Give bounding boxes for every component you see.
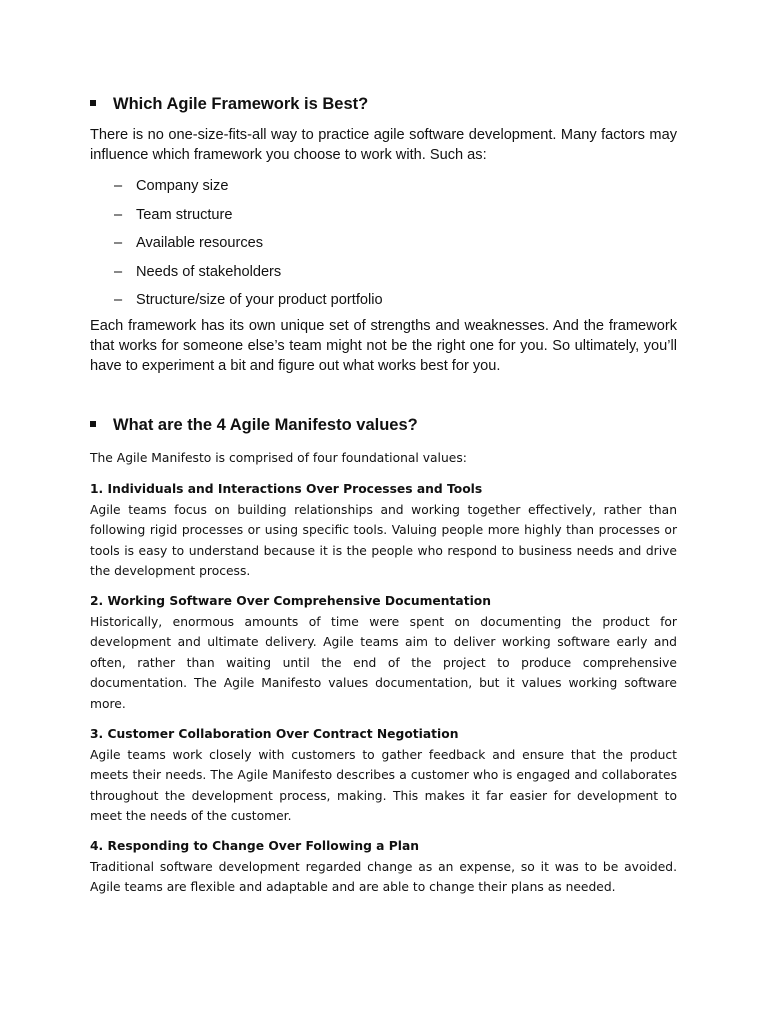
value-title: 1. Individuals and Interactions Over Processes and Tools bbox=[90, 482, 483, 496]
manifesto-value-4 bbox=[90, 836, 677, 898]
value-body: Traditional software development regarded change as an expense, so it was to be avoided. Agile teams are flexible and adaptable and are able to change their plans as needed. bbox=[90, 859, 677, 894]
value-title: 4. Responding to Change Over Following a Plan bbox=[90, 839, 420, 853]
list-item: – Structure/size of your product portfolio bbox=[114, 292, 383, 308]
factors-list bbox=[114, 176, 383, 319]
heading-text: What are the 4 Agile Manifesto values? bbox=[113, 416, 418, 434]
manifesto-intro: The Agile Manifesto is comprised of four foundational values: bbox=[90, 451, 467, 465]
dash-bullet: – bbox=[114, 263, 123, 280]
value-title: 2. Working Software Over Comprehensive Documentation bbox=[90, 594, 491, 608]
list-item: – Needs of stakeholders bbox=[114, 263, 282, 280]
dash-bullet: – bbox=[114, 292, 123, 308]
manifesto-value-1 bbox=[90, 479, 677, 582]
square-bullet-icon bbox=[90, 100, 96, 106]
section-heading-agile-framework bbox=[90, 94, 677, 114]
heading-text: Which Agile Framework is Best? bbox=[113, 95, 369, 113]
list-item: – Available resources bbox=[114, 235, 264, 251]
dash-bullet: – bbox=[114, 206, 123, 223]
value-body: Historically, enormous amounts of time were spent on documenting the product for development and ultimate delivery. Agile teams aim to deliver working software early and often, rather than waiting until the end of the project to produce comprehensive documentation. The Agile Manifesto values documentation, but it values working software more. bbox=[90, 614, 677, 711]
list-item: – Company size bbox=[114, 178, 229, 194]
framework-intro-paragraph: There is no one-size-fits-all way to practice agile software development. Many factors may influence which framework you choose to work with. Such as: bbox=[90, 127, 677, 163]
value-body: Agile teams work closely with customers to gather feedback and ensure that the product meets their needs. The Agile Manifesto describes a customer who is engaged and collaborates throughout the development process, making. This makes it far easier for development to meet the needs of the customer. bbox=[90, 747, 677, 823]
list-item: – Team structure bbox=[114, 206, 233, 223]
value-title: 3. Customer Collaboration Over Contract Negotiation bbox=[90, 727, 459, 741]
manifesto-value-3 bbox=[90, 724, 677, 827]
square-bullet-icon bbox=[90, 421, 96, 427]
value-body: Agile teams focus on building relationships and working together effectively, rather than following rigid processes or using specific tools. Valuing people more highly than processes or tools is easy to understand because it is the people who respond to business needs and drive the development process. bbox=[90, 502, 677, 578]
manifesto-value-2 bbox=[90, 591, 677, 714]
dash-bullet: – bbox=[114, 235, 123, 251]
framework-conclusion-paragraph: Each framework has its own unique set of strengths and weaknesses. And the framework that works for someone else’s team might not be the right one for you. So ultimately, you’ll have to experiment a bit and figure out what works best for you. bbox=[90, 318, 677, 374]
dash-bullet: – bbox=[114, 178, 123, 194]
section-heading-manifesto-values bbox=[90, 415, 677, 435]
